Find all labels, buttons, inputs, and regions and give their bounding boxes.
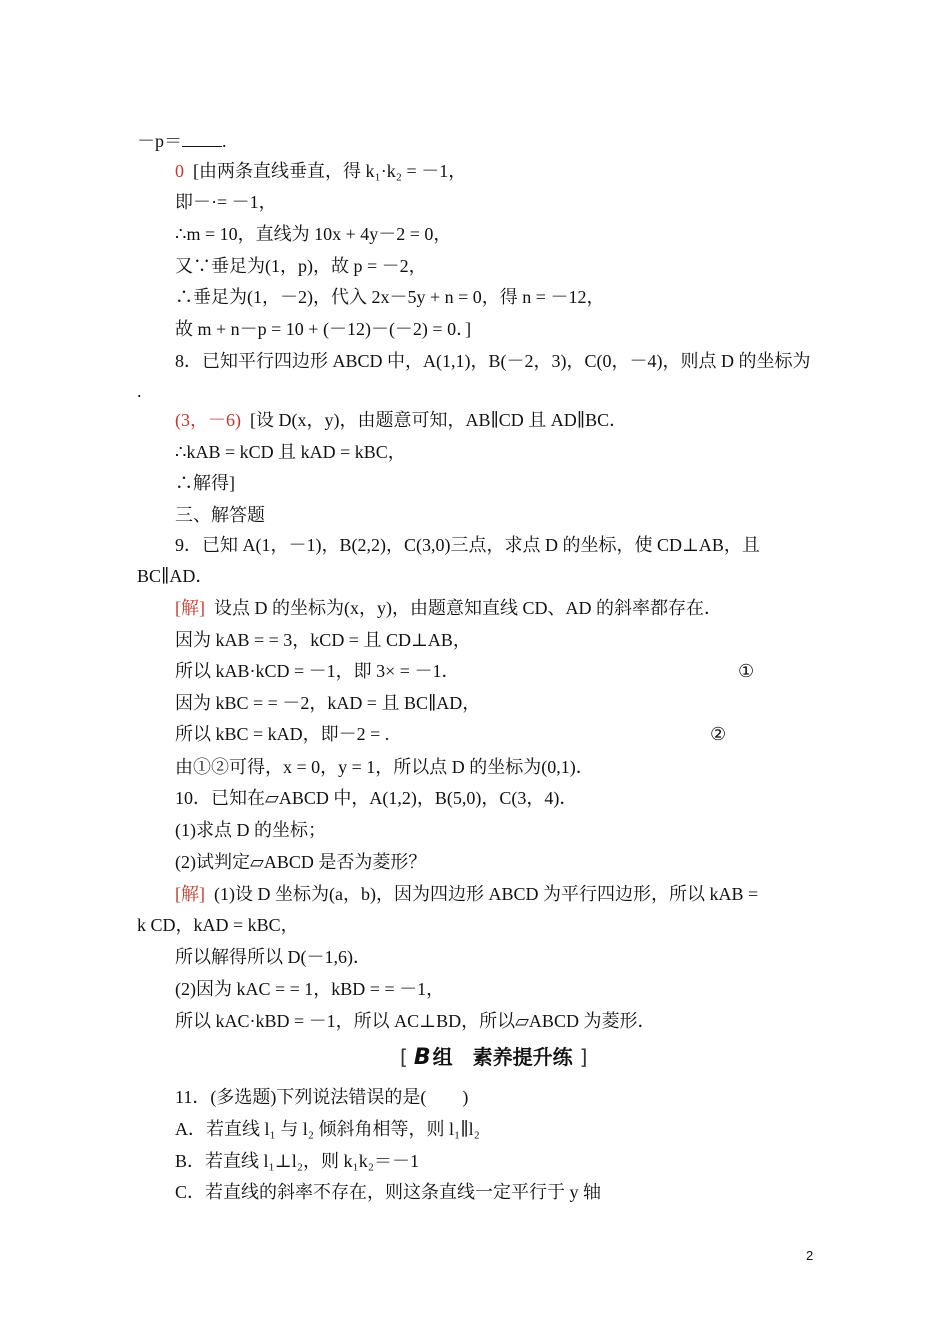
question-8: 8．已知平行四边形 ABCD 中，A(1,1)，B(－2，3)，C(0，－4)，则点 D 的坐标为 (175, 351, 811, 371)
equation-number-1: ① (738, 661, 755, 681)
question-10: 10．已知在▱ABCD 中，A(1,2)，B(5,0)，C(3，4)． (175, 788, 578, 808)
question-9: 9．已知 A(1，－1)，B(2,2)，C(3,0)三点，求点 D 的坐标，使 CD⊥AB，且 (175, 535, 760, 555)
answer-blank (182, 130, 222, 147)
line-28: (2)因为 kAC = = 1，kBD = = －1， (175, 979, 445, 999)
line-15: BC∥AD． (137, 566, 214, 586)
line-29: 所以 kAC·kBD = －1，所以 AC⊥BD，所以▱ABCD 为菱形． (175, 1011, 656, 1031)
line-10: (3，－6) [设 D(x，y)，由题意可知，AB∥CD 且 AD∥BC． (175, 410, 628, 430)
group-letter: B (413, 1045, 431, 1070)
section-heading: 三、解答题 (175, 505, 265, 525)
answer-label: (3，－6) (175, 410, 241, 430)
line-26: k CD，kAD = kBC， (137, 915, 299, 935)
option-a: A．若直线 l₁ 与 l₂ 倾斜角相等，则 l₁∥l₂ (175, 1119, 480, 1139)
line-7: 故 m + n－p = 10 + (－12)－(－2) = 0．] (175, 319, 472, 339)
line-3: 即－·= －1， (175, 192, 277, 212)
line-19: 因为 kBC = = －2，kAD = 且 BC∥AD， (175, 693, 481, 713)
line-9: . (137, 381, 142, 401)
line-18: 所以 kAB·kCD = －1，即 3× = －1． (175, 661, 460, 681)
line-2: 0 [由两条直线垂直，得 k₁·k₂ = －1， (175, 161, 467, 181)
line-21: 由①②可得，x = 0，y = 1，所以点 D 的坐标为(0,1)． (175, 757, 594, 777)
line-12: ∴解得] (175, 473, 235, 493)
line-4: ∴m = 10，直线为 10x + 4y－2 = 0， (175, 224, 452, 244)
line-5: 又∵垂足为(1，p)，故 p = －2， (175, 256, 427, 276)
answer-label: 0 (175, 161, 184, 181)
line-20: 所以 kBC = kAD，即－2 = . (175, 724, 390, 744)
line-1: －p＝ . (137, 131, 227, 151)
line-25: [解] (1)设 D 坐标为(a，b)，因为四边形 ABCD 为平行四边形，所以 kAB = (175, 884, 759, 904)
line-23: (1)求点 D 的坐标； (175, 820, 326, 840)
group-b-heading: [ B 组 素养提升练 ] (400, 1045, 588, 1070)
equation-number-2: ② (710, 724, 727, 744)
question-11: 11．(多选题)下列说法错误的是( ) (175, 1087, 469, 1107)
solution-label: [解] (175, 884, 205, 904)
line-17: 因为 kAB = = 3，kCD = 且 CD⊥AB， (175, 630, 471, 650)
line-27: 所以解得所以 D(－1,6)． (175, 947, 371, 967)
option-b: B．若直线 l₁⊥l₂，则 k₁k₂＝－1 (175, 1151, 420, 1171)
line-24: (2)试判定▱ABCD 是否为菱形？ (175, 852, 427, 872)
line-6: ∴垂足为(1，－2)，代入 2x－5y + n = 0，得 n = －12， (175, 287, 605, 307)
option-c: C．若直线的斜率不存在，则这条直线一定平行于 y 轴 (175, 1182, 602, 1202)
page-number: 2 (806, 1248, 814, 1263)
line-11: ∴kAB = kCD 且 kAD = kBC， (175, 442, 406, 462)
line-16: [解] 设点 D 的坐标为(x，y)，由题意知直线 CD、AD 的斜率都存在． (175, 598, 722, 618)
solution-label: [解] (175, 598, 205, 618)
